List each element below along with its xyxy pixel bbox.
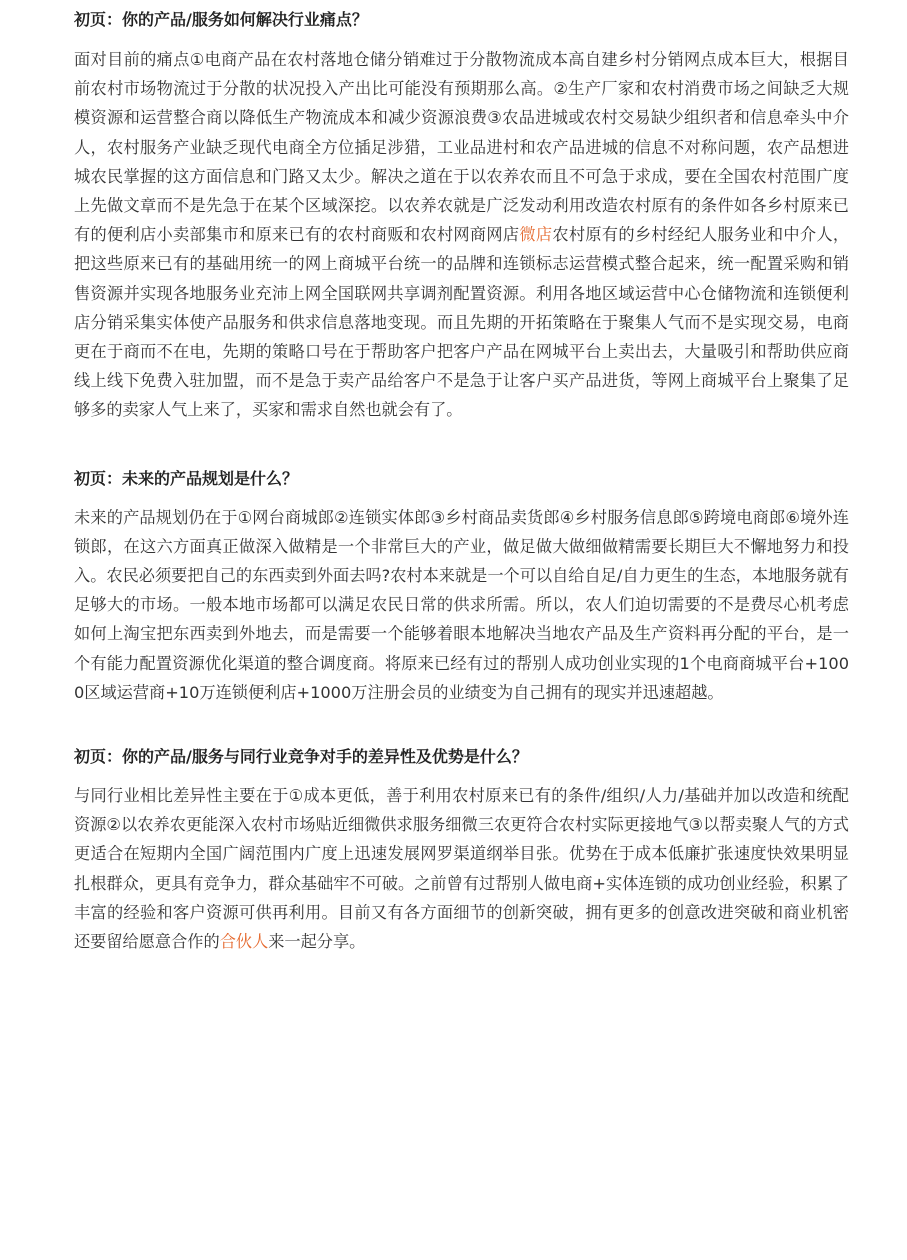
partner-link[interactable]: 合伙人 — [219, 932, 269, 952]
body-text: 与同行业相比差异性主要在于①成本更低，善于利用农村原来已有的条件/组织/人力/基础并加以改造和统配资源②以农养农更能深入农村市场贴近细微供求服务细微三农更符合农村实际更接地气③以帮卖聚人气的方式更适合在短期内全国广阔范围内广度上迅速发展网罗渠道纲举目张。优势在于成本低廉扩张速度快效果明显扎根群众，更具有竞争力，群众基础牢不可破。之前曾有过帮别人做电商+实体连锁的成功创业经验，积累了丰富的经验和客户资源可供再利用。目前又有各方面细节的创新突破，拥有更多的创意改进突破和商业机密还要留给愿意合作的 — [74, 786, 849, 952]
section-body — [74, 45, 849, 425]
section-pain-points — [74, 0, 849, 425]
body-text: 面对目前的痛点①电商产品在农村落地仓储分销难过于分散物流成本高自建乡村分销网点成本巨大，根据目前农村市场物流过于分散的状况投入产出比可能没有预期那么高。②生产厂家和农村消费市场之间缺乏大规模资源和运营整合商以降低生产物流成本和减少资源浪费③农品进城或农村交易缺少组织者和信息牵头中介人，农村服务产业缺乏现代电商全方位插足涉猎，工业品进村和农产品进城的信息不对称问题，农产品想进城农民掌握的这方面信息和门路又太少。解决之道在于以农养农而且不可急于求成，要在全国农村范围广度上先做文章而不是先急于在某个区域深挖。以农养农就是广泛发动利用改造农村原有的条件如各乡村原来已有的便利店小卖部集市和原来已有的农村商贩和农村网商网店 — [74, 50, 849, 245]
body-text: 农村原有的乡村经纪人服务业和中介人，把这些原来已有的基础用统一的网上商城平台统一的品牌和连锁标志运营模式整合起来，统一配置采购和销售资源并实现各地服务业充沛上网全国联网共享调剂配置资源。利用各地区域运营中心仓储物流和连锁便利店分销采集实体使产品服务和供求信息落地变现。而且先期的开拓策略在于聚集人气而不是实现交易，电商更在于商而不在电，先期的策略口号在于帮助客户把客户产品在网城平台上卖出去，大量吸引和帮助供应商线上线下免费入驻加盟，而不是急于卖产品给客户不是急于让客户买产品进货，等网上商城平台上聚集了足够多的卖家人气上来了，买家和需求自然也就会有了。 — [74, 225, 850, 420]
body-text: 未来的产品规划仍在于①网台商城郎②连锁实体郎③乡村商品卖货郎④乡村服务信息郎⑤跨境电商郎⑥境外连锁郎，在这六方面真正做深入做精是一个非常巨大的产业，做足做大做细做精需要长期巨大不懈地努力和投入。农民必须要把自己的东西卖到外面去吗?农村本来就是一个可以自给自足/自力更生的生态，本地服务就有足够大的市场。一般本地市场都可以满足农民日常的供求所需。所以，农人们迫切需要的不是费尽心机考虑如何上淘宝把东西卖到外地去，而是需要一个能够着眼本地解决当地农产品及生产资料再分配的平台，是一个有能力配置资源优化渠道的整合调度商。将原来已经有过的帮别人成功创业实现的1个电商商城平台+1000区域运营商+10万连锁便利店+1000万注册会员的业绩变为自己拥有的现实并迅速超越。 — [74, 507, 849, 702]
section-heading: 初页：未来的产品规划是什么？ — [74, 468, 299, 488]
section-body — [74, 503, 849, 707]
section-heading: 初页：你的产品/服务与同行业竞争对手的差异性及优势是什么？ — [74, 747, 528, 767]
section-product-plan — [74, 425, 849, 707]
body-text: 来一起分享。 — [268, 932, 366, 952]
section-differentiation — [74, 707, 849, 956]
section-body — [74, 781, 849, 956]
weidian-link[interactable]: 微店 — [519, 225, 553, 245]
section-heading: 初页：你的产品/服务如何解决行业痛点？ — [74, 10, 368, 29]
